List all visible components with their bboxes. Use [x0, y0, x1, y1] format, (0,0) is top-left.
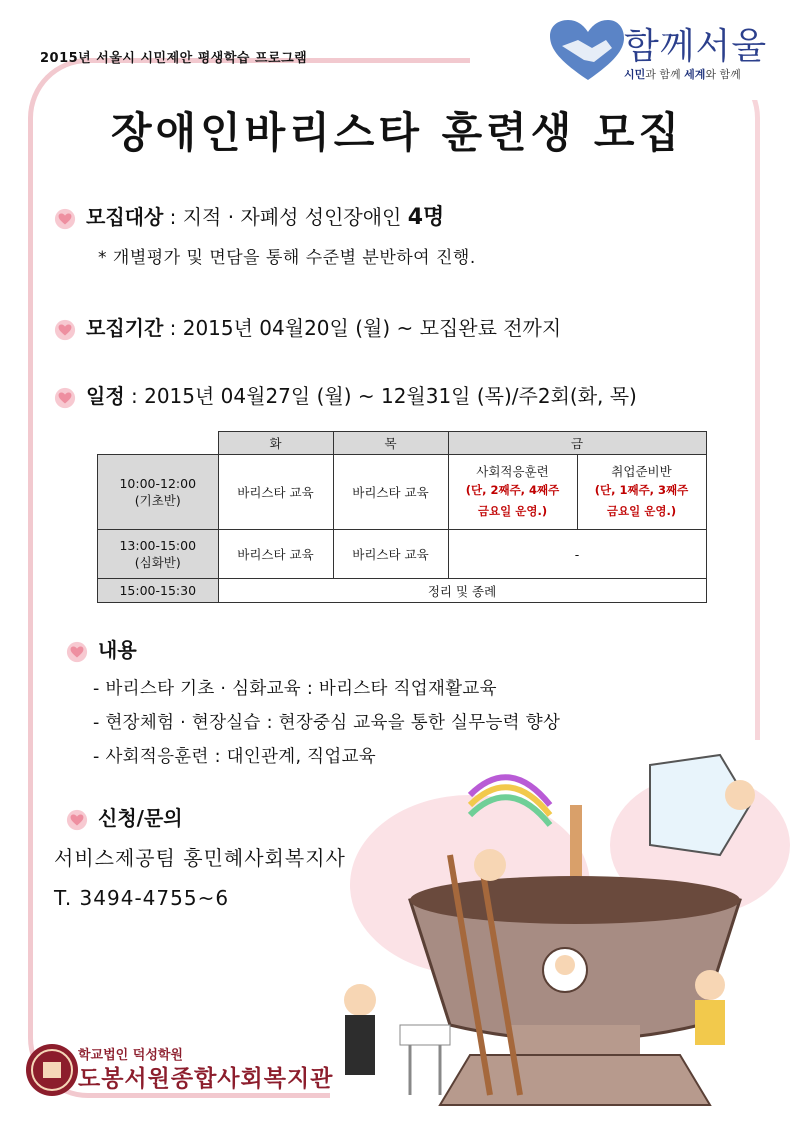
table-cell: 바리스타 교육	[218, 530, 333, 579]
table-time-cell: 15:00-15:30	[98, 579, 219, 603]
section-period: 모집기간 : 2015년 04월20일 (월) ~ 모집완료 전까지	[54, 312, 561, 341]
table-cell: 정리 및 종례	[218, 579, 706, 603]
section-contact: 신청/문의	[66, 802, 183, 831]
section-content: 내용	[66, 634, 137, 663]
table-cell: -	[448, 530, 706, 579]
table-header: 금	[448, 432, 706, 455]
table-cell: 사회적응훈련 (단, 2째주, 4째주 금요일 운영.)	[448, 455, 577, 530]
contact-info	[54, 838, 346, 918]
table-cell: 바리스타 교육	[333, 455, 448, 530]
contact-team: 서비스제공팀 홍민혜사회복지사	[54, 846, 346, 870]
heart-bullet-icon	[54, 208, 76, 230]
table-header: 화	[218, 432, 333, 455]
table-cell: 바리스타 교육	[218, 455, 333, 530]
list-item: - 사회적응훈련 : 대인관계, 직업교육	[93, 747, 376, 767]
heart-bullet-icon	[66, 809, 88, 831]
logo-slogan: 시민과 함께 세계와 함께	[624, 68, 741, 81]
table-time-cell: 10:00-12:00 (기초반)	[98, 455, 219, 530]
heart-bullet-icon	[66, 641, 88, 663]
list-item: - 바리스타 기초 · 심화교육 : 바리스타 직업재활교육	[93, 679, 497, 699]
section-target: 모집대상 : 지적 · 자폐성 성인장애인 4명	[54, 200, 444, 231]
section-schedule: 일정 : 2015년 04월27일 (월) ~ 12월31일 (목)/주2회(화, 목)	[54, 380, 637, 409]
logo-text: 함께서울	[624, 26, 768, 67]
program-name: 2015년 서울시 시민제안 평생학습 프로그램	[40, 51, 308, 66]
list-item: - 현장체험 · 현장실습 : 현장중심 교육을 통한 실무능력 향상	[93, 713, 561, 733]
contact-phone: T. 3494-4755~6	[54, 886, 230, 910]
table-cell: 바리스타 교육	[333, 530, 448, 579]
coffee-illustration	[320, 735, 790, 1115]
heart-bullet-icon	[54, 387, 76, 409]
org-name: 도봉서원종합사회복지관	[78, 1066, 334, 1092]
table-header: 목	[333, 432, 448, 455]
schedule-table	[97, 431, 707, 603]
table-cell: 취업준비반 (단, 1째주, 3째주 금요일 운영.)	[577, 455, 706, 530]
table-corner	[98, 432, 219, 455]
target-note: * 개별평가 및 면담을 통해 수준별 분반하여 진행.	[98, 248, 476, 268]
org-foundation: 학교법인 덕성학원	[78, 1048, 183, 1063]
page-title: 장애인바리스타 훈련생 모집	[110, 108, 684, 157]
table-time-cell: 13:00-15:00 (심화반)	[98, 530, 219, 579]
heart-bullet-icon	[54, 319, 76, 341]
